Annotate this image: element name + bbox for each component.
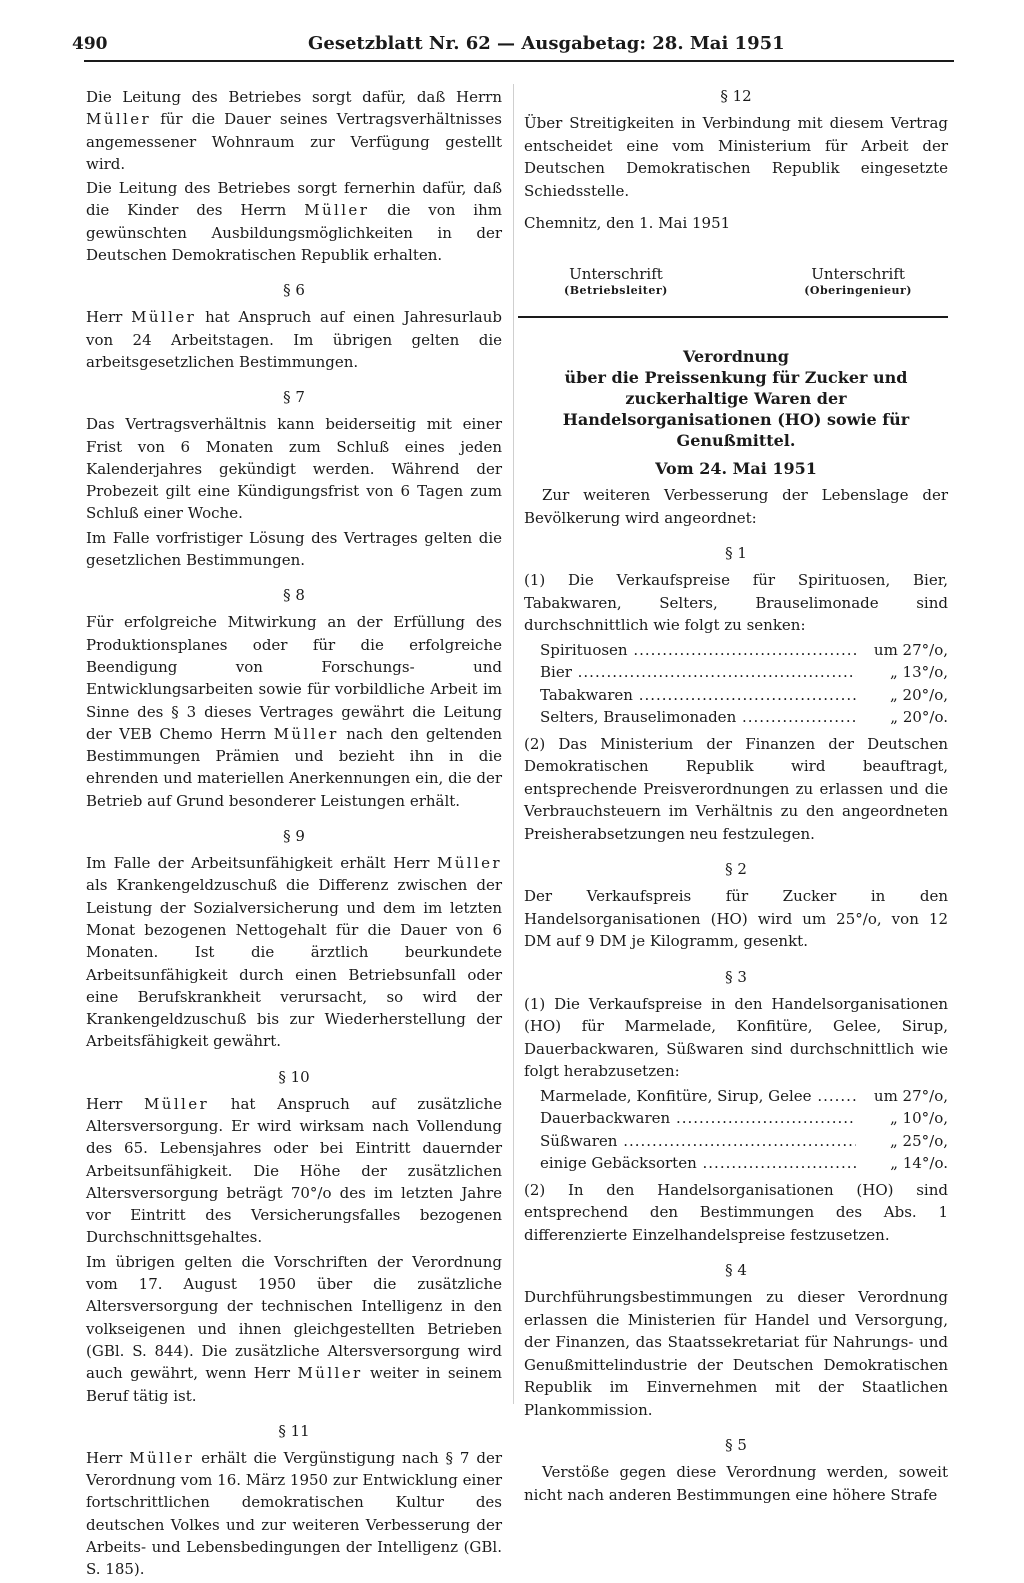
signature-role: (Oberingenieur) bbox=[804, 284, 912, 297]
price-item: einige Gebäcksorten ..... bbox=[540, 1152, 856, 1175]
decree-title bbox=[524, 346, 948, 451]
section-heading: § 10 bbox=[278, 1067, 310, 1086]
right-column bbox=[524, 86, 948, 1508]
signature-row bbox=[524, 264, 948, 298]
signature-role: (Betriebsleiter) bbox=[564, 284, 668, 297]
decree-title-line: Verordnung bbox=[683, 347, 789, 366]
section-heading: § 4 bbox=[725, 1261, 747, 1279]
decree-date: Vom 24. Mai 1951 bbox=[655, 459, 817, 478]
paragraph bbox=[86, 1093, 502, 1249]
paragraph bbox=[86, 1447, 502, 1581]
price-item: Dauerbackwaren ..... bbox=[540, 1107, 856, 1130]
paragraph: Durchführungsbestimmungen zu dieser Verordnung erlassen die Ministerien für Handel und Versorgung, der Finanzen, das Staatssekretariat für Nahrungs- und Genußmittelindustrie der Deutschen Demokratischen Republik im Einvernehmen mit der Staatlichen Plankommission. bbox=[524, 1288, 948, 1419]
paragraph: Verstöße gegen diese Verordnung werden, soweit nicht nach anderen Bestimmungen eine höhere Strafe bbox=[524, 1463, 948, 1504]
text-run: hat Anspruch auf zusätzliche Altersversorgung. Er wird wirksam nach Vollendung des 65. Lebensjahres oder bei Eintritt dauernder Arbeitsunfähigkeit. Die Höhe der zusätzlichen Altersversorgung beträgt 70°/o des im letzten Jahre vor Eintritt des Versicherungsfalles bezogenen Durchschnittsgehaltes. bbox=[86, 1094, 502, 1247]
left-column bbox=[86, 86, 502, 1583]
price-row bbox=[540, 1130, 948, 1153]
header-rule bbox=[84, 60, 954, 62]
price-item: Spirituosen ..... bbox=[540, 639, 856, 662]
price-reduction: „ 13°/o, bbox=[890, 663, 948, 681]
price-reduction: „ 20°/o, bbox=[890, 685, 948, 704]
text-run: Im übrigen gelten die Vorschriften der Verordnung vom 17. August 1950 über die zusätzliche Altersversorgung der technischen Intelligenz in den volkseigenen und ihnen gleichgestellten Betrieben (GBl. S. 844). Die zusätzliche Altersversorgung wird auch gewährt, wenn Herr bbox=[86, 1252, 502, 1383]
column-divider bbox=[513, 84, 514, 1404]
name-mueller: Müller bbox=[144, 1094, 210, 1113]
name-mueller: Müller bbox=[297, 1364, 363, 1383]
name-mueller: Müller bbox=[131, 308, 197, 327]
text-run: Die Leitung des Betriebes sorgt fernerhin dafür, daß die Kinder des Herrn bbox=[86, 179, 502, 220]
signature-block bbox=[564, 264, 668, 298]
text-run: Im Falle der Arbeitsunfähigkeit erhält Herr bbox=[86, 854, 430, 873]
text-run: Herr bbox=[86, 1448, 123, 1467]
price-row bbox=[540, 706, 948, 729]
price-reduction: „ 14°/o. bbox=[890, 1154, 948, 1172]
section-heading: § 2 bbox=[725, 860, 747, 878]
page-number: 490 bbox=[72, 34, 108, 54]
text-run: Herr bbox=[86, 308, 123, 327]
price-item: Bier ..... bbox=[540, 661, 856, 684]
price-row bbox=[540, 1107, 948, 1130]
section-heading: § 5 bbox=[725, 1436, 747, 1454]
paragraph: Der Verkaufspreis für Zucker in den Handelsorganisationen (HO) wird um 25°/o, von 12 DM auf 9 DM je Kilogramm, gesenkt. bbox=[524, 887, 948, 950]
paragraph: (2) In den Handelsorganisationen (HO) sind entsprechend den Bestimmungen des Abs. 1 differenzierte Einzelhandelspreise festzusetzen. bbox=[524, 1180, 948, 1244]
price-item: Süßwaren ..... bbox=[540, 1130, 856, 1153]
name-mueller: Müller bbox=[129, 1448, 195, 1467]
section-heading: § 3 bbox=[725, 967, 747, 986]
name-mueller: Müller bbox=[86, 110, 152, 129]
paragraph: Über Streitigkeiten in Verbindung mit diesem Vertrag entscheidet eine vom Ministerium für Arbeit der Deutschen Demokratischen Republik eingesetzte Schiedsstelle. bbox=[524, 114, 948, 200]
page-header-title: Gesetzblatt Nr. 62 — Ausgabetag: 28. Mai 1951 bbox=[308, 33, 785, 54]
paragraph bbox=[86, 177, 502, 266]
text-run: als Krankengeldzuschuß die Differenz zwischen der Leistung der Sozialversicherung und dem im letzten Monat bezogenen Nettogehalt für die Dauer von 6 Monaten. Ist die ärztlich beurkundete Arbeitsunfähigkeit durch einen Betriebsunfall oder eine Berufskrankheit verursacht, so wird der Krankengeldzuschuß bis zur Wiederherstellung der Arbeitsfähigkeit gewährt. bbox=[86, 876, 502, 1051]
name-mueller: Müller bbox=[273, 724, 339, 743]
paragraph bbox=[86, 1251, 502, 1407]
price-reduction: um 27°/o, bbox=[873, 1086, 948, 1105]
text-run: nach den geltenden Bestimmungen Prämien und bezieht ihn in die ehrenden und materiellen Anerkennungen ein, die der Betrieb auf Grund besonderer Leistungen erhält. bbox=[86, 724, 502, 810]
paragraph: (1) Die Verkaufspreise in den Handelsorganisationen (HO) für Marmelade, Konfitüre, Gelee, Sirup, Dauerbackwaren, Süßwaren sind durchschnittlich wie folgt herabzusetzen: bbox=[524, 994, 948, 1080]
paragraph bbox=[86, 852, 502, 1053]
text-run: weiter in seinem Beruf tätig ist. bbox=[86, 1364, 502, 1405]
section-rule bbox=[518, 316, 948, 318]
name-mueller: Müller bbox=[436, 854, 502, 873]
signature-block bbox=[804, 264, 912, 298]
price-row bbox=[540, 661, 948, 684]
section-heading: § 7 bbox=[283, 388, 305, 407]
price-reduction: „ 25°/o, bbox=[890, 1131, 948, 1150]
price-list bbox=[540, 1085, 948, 1175]
price-reduction: „ 20°/o. bbox=[890, 708, 948, 726]
price-row bbox=[540, 639, 948, 662]
signature-name: Unterschrift bbox=[811, 265, 905, 283]
paragraph: (2) Das Ministerium der Finanzen der Deutschen Demokratischen Republik wird beauftragt, entsprechende Preisverordnungen zu erlassen und die Verbrauchsteuern im Verhältnis zu den angeordneten Preisherabsetzungen neu festzulegen. bbox=[524, 734, 948, 843]
text-run: für die Dauer seines Vertragsverhältnisses angemessener Wohnraum zur Verfügung gestellt wird. bbox=[86, 110, 502, 173]
text-run: Für erfolgreiche Mitwirkung an der Erfüllung des Produktionsplanes oder für die erfolgreiche Beendigung von Forschungs- und Entwicklungsarbeiten sowie für vorbildliche Arbeit im Sinne des § 3 dieses Vertrages gewährt die Leitung der VEB Chemo Herrn bbox=[86, 613, 502, 743]
text-run: Die Leitung des Betriebes sorgt dafür, daß Herrn bbox=[86, 88, 502, 106]
paragraph bbox=[86, 611, 502, 812]
paragraph bbox=[86, 306, 502, 373]
price-item: Marmelade, Konfitüre, Sirup, Gelee ..... bbox=[540, 1085, 856, 1108]
price-list bbox=[540, 639, 948, 729]
paragraph: (1) Die Verkaufspreise für Spirituosen, Bier, Tabakwaren, Selters, Brauselimonade sind durchschnittlich wie folgt zu senken: bbox=[524, 571, 948, 634]
text-run: erhält die Vergünstigung nach § 7 der Verordnung vom 16. März 1950 zur Entwicklung einer fortschrittlichen demokratischen Kultur des deutschen Volkes und zur weiteren Verbesserung der Arbeits- und Lebensbedingungen der Intelligenz (GBl. S. 185). bbox=[86, 1448, 503, 1579]
price-item: Selters, Brauselimonaden ..... bbox=[540, 706, 856, 729]
paragraph: Im Falle vorfristiger Lösung des Vertrages gelten die gesetzlichen Bestimmungen. bbox=[86, 528, 502, 570]
section-heading: § 9 bbox=[283, 827, 305, 846]
decree-title-line: über die Preissenkung für Zucker und zuckerhaltige Waren der Handelsorganisationen (HO) sowie für Genußmittel. bbox=[562, 368, 910, 450]
section-heading: § 12 bbox=[720, 87, 752, 105]
price-item: Tabakwaren ..... bbox=[540, 684, 856, 707]
text-run: Herr bbox=[86, 1094, 123, 1113]
signature-name: Unterschrift bbox=[569, 265, 663, 283]
price-row bbox=[540, 684, 948, 707]
paragraph: Das Vertragsverhältnis kann beiderseitig mit einer Frist von 6 Monaten zum Schluß eines jeden Kalenderjahres gekündigt werden. Während der Probezeit gilt eine Kündigungsfrist von 6 Tagen zum Schluß einer Woche. bbox=[86, 415, 502, 523]
price-reduction: „ 10°/o, bbox=[890, 1109, 948, 1127]
price-row bbox=[540, 1152, 948, 1175]
text-run: die von ihm gewünschten Ausbildungsmöglichkeiten in der Deutschen Demokratischen Republik erhalten. bbox=[86, 201, 502, 265]
paragraph bbox=[86, 86, 502, 175]
text-run: hat Anspruch auf einen Jahresurlaub von 24 Arbeitstagen. Im übrigen gelten die arbeitsgesetzlichen Bestimmungen. bbox=[86, 308, 502, 371]
place-date: Chemnitz, den 1. Mai 1951 bbox=[524, 214, 731, 232]
section-heading: § 1 bbox=[725, 544, 747, 562]
paragraph: Zur weiteren Verbesserung der Lebenslage der Bevölkerung wird angeordnet: bbox=[524, 486, 948, 527]
section-heading: § 11 bbox=[278, 1421, 310, 1440]
section-heading: § 8 bbox=[283, 586, 305, 605]
price-reduction: um 27°/o, bbox=[873, 640, 948, 659]
name-mueller: Müller bbox=[304, 201, 370, 220]
section-heading: § 6 bbox=[283, 281, 305, 300]
price-row bbox=[540, 1085, 948, 1108]
